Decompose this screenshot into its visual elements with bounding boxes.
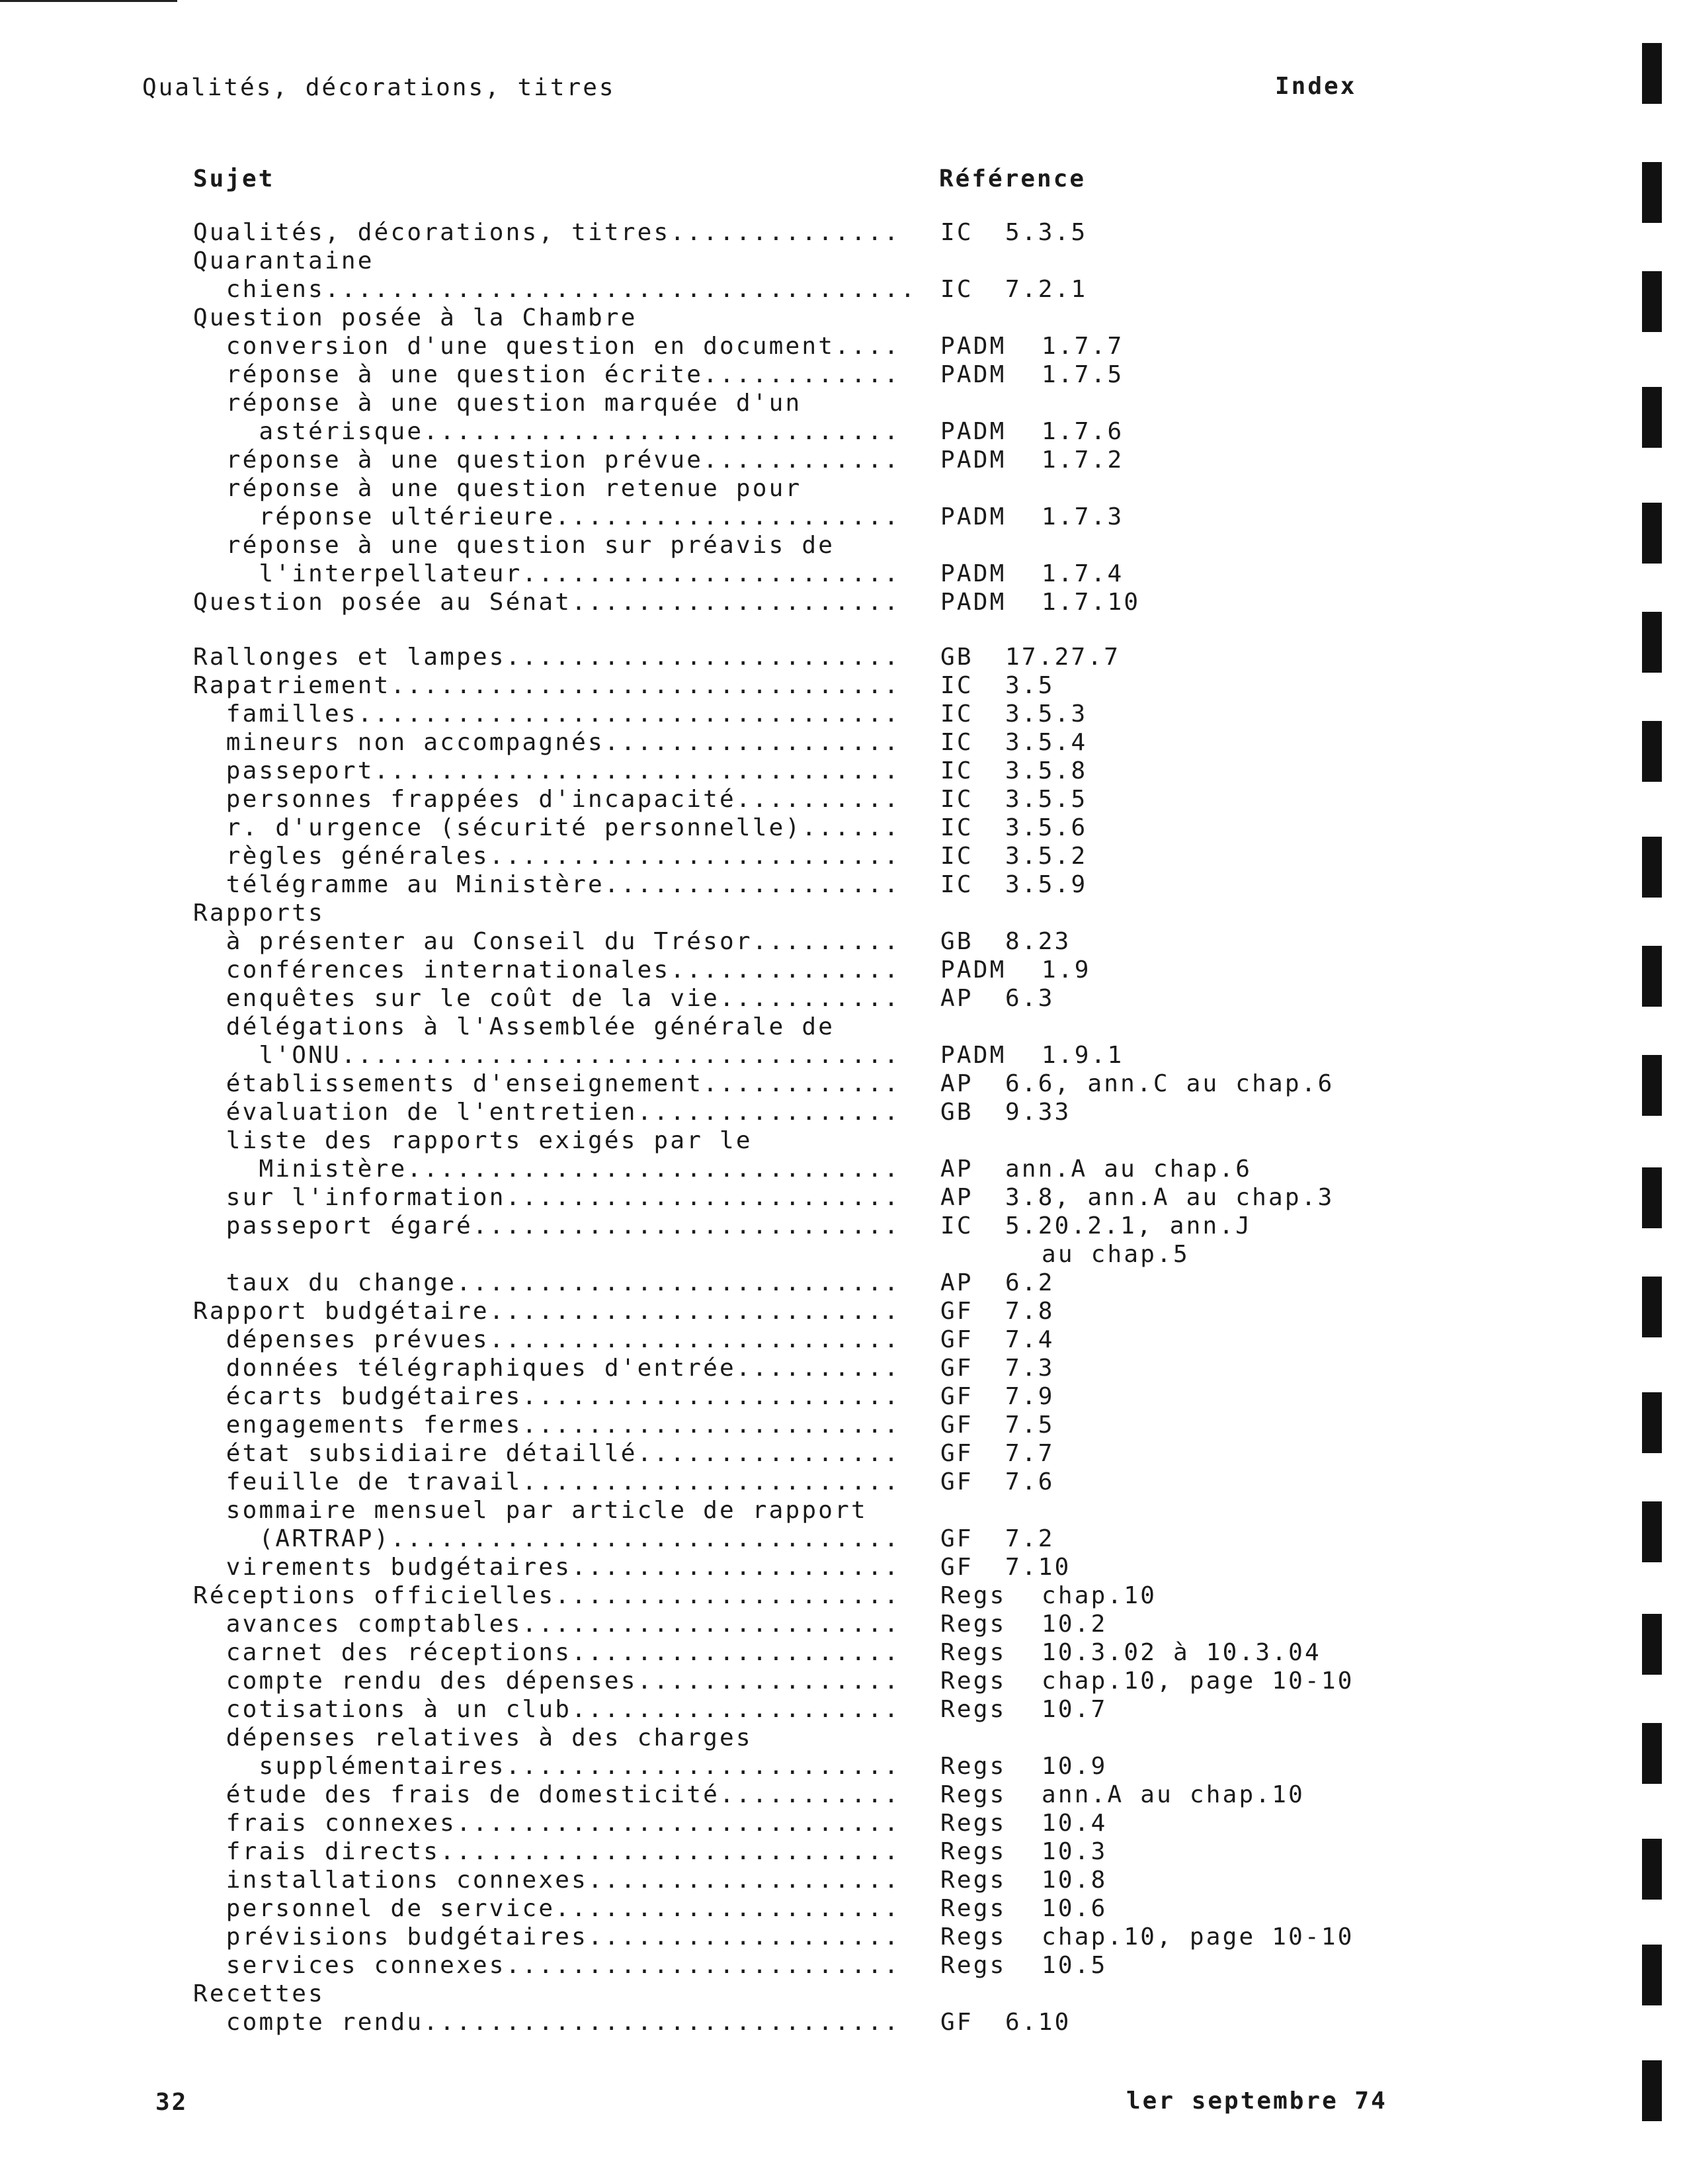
entry-reference: 3.5: [1005, 672, 1055, 699]
entry-reference: au chap.5: [1042, 1241, 1190, 1268]
entry-reference: 10.8: [1042, 1867, 1108, 1894]
entry-reference: 7.7: [1005, 1440, 1055, 1467]
index-row: [0, 218, 1685, 247]
entry-subject: dépenses prévues.........................: [193, 1326, 901, 1353]
index-row: [0, 1325, 1685, 1354]
index-row: [0, 360, 1685, 389]
index-row: [0, 1240, 1685, 1269]
entry-reference: chap.10, page 10-10: [1042, 1667, 1354, 1695]
entry-subject: avances comptables.......................: [193, 1611, 901, 1638]
entry-reference: 1.7.3: [1042, 503, 1124, 530]
entry-source-code: GF: [940, 1468, 973, 1495]
entry-subject: taux du change...........................: [193, 1269, 901, 1296]
index-row: [0, 2008, 1685, 2037]
index-row: [0, 446, 1685, 474]
entry-subject: sur l'information........................: [193, 1184, 901, 1211]
entry-source-code: AP: [940, 1269, 973, 1296]
entry-source-code: IC: [940, 814, 973, 841]
index-row: [0, 332, 1685, 360]
entry-subject: r. d'urgence (sécurité personnelle)......: [193, 814, 901, 841]
punch-mark: [1642, 1501, 1662, 1562]
entry-subject: enquêtes sur le coût de la vie...........: [193, 985, 901, 1012]
index-row: [0, 757, 1685, 785]
punch-mark: [1642, 387, 1662, 448]
entry-reference: 7.4: [1005, 1326, 1055, 1353]
punch-mark: [1642, 1055, 1662, 1116]
entry-subject: Quarantaine: [193, 247, 374, 274]
punch-mark: [1642, 837, 1662, 898]
entry-source-code: PADM: [940, 446, 1007, 474]
entry-source-code: Regs: [940, 1895, 1007, 1922]
index-row: [0, 671, 1685, 700]
punch-mark: [1642, 1277, 1662, 1337]
index-row: [0, 785, 1685, 814]
index-row: [0, 1212, 1685, 1240]
entry-source-code: GF: [940, 1554, 973, 1581]
index-row: [0, 1837, 1685, 1866]
index-row: [0, 1894, 1685, 1923]
index-row: [0, 1695, 1685, 1724]
entry-subject: passeport................................: [193, 757, 901, 784]
entry-subject: Réceptions officielles.....................: [193, 1582, 901, 1609]
index-row: [0, 1610, 1685, 1638]
punch-mark: [1642, 1839, 1662, 1900]
entry-subject: passeport égaré..........................: [193, 1212, 901, 1239]
entry-reference: 3.5.8: [1005, 757, 1088, 784]
entry-subject: services connexes........................: [193, 1952, 901, 1979]
index-row: [0, 1098, 1685, 1126]
entry-subject: Rapports: [193, 900, 325, 927]
entry-subject: établissements d'enseignement............: [193, 1070, 901, 1097]
entry-subject: Question posée à la Chambre: [193, 304, 637, 331]
entry-reference: 1.9.1: [1042, 1042, 1124, 1069]
index-row: [0, 1496, 1685, 1525]
entry-subject: à présenter au Conseil du Trésor.........: [193, 928, 901, 955]
index-row: [0, 531, 1685, 560]
entry-subject: évaluation de l'entretien................: [193, 1099, 901, 1126]
entry-reference: 3.5.4: [1005, 729, 1088, 756]
index-row: [0, 1581, 1685, 1610]
entry-source-code: Regs: [940, 1867, 1007, 1894]
index-row: [0, 1155, 1685, 1183]
entry-source-code: PADM: [940, 560, 1007, 587]
entry-source-code: GF: [940, 1355, 973, 1382]
entry-subject: Ministère..............................: [193, 1155, 901, 1183]
entry-reference: 10.3: [1042, 1838, 1108, 1865]
entry-subject: Qualités, décorations, titres..............: [193, 219, 901, 246]
index-row: [0, 1951, 1685, 1980]
entry-reference: 10.5: [1042, 1952, 1108, 1979]
index-row: [0, 956, 1685, 984]
entry-subject: astérisque.............................: [193, 418, 901, 445]
entry-source-code: GF: [940, 1525, 973, 1552]
entry-source-code: Regs: [940, 1696, 1007, 1723]
entry-source-code: IC: [940, 219, 973, 246]
entry-reference: 7.9: [1005, 1383, 1055, 1410]
index-row: [0, 417, 1685, 446]
entry-reference: 7.10: [1005, 1554, 1071, 1581]
index-row: [0, 1439, 1685, 1468]
entry-reference: 6.3: [1005, 985, 1055, 1012]
entry-reference: 17.27.7: [1005, 644, 1121, 671]
index-row: [0, 1297, 1685, 1325]
entry-subject: virements budgétaires....................: [193, 1554, 901, 1581]
index-row: [0, 1667, 1685, 1695]
entry-reference: 1.7.10: [1042, 589, 1141, 616]
entry-reference: 3.5.6: [1005, 814, 1088, 841]
punch-mark: [1642, 1945, 1662, 2005]
entry-subject: réponse à une question écrite............: [193, 361, 901, 388]
entry-source-code: IC: [940, 276, 973, 303]
entry-source-code: IC: [940, 786, 973, 813]
entry-reference: 3.5.2: [1005, 843, 1088, 870]
column-header-subject: Sujet: [193, 165, 275, 192]
entry-reference: 6.6, ann.C au chap.6: [1005, 1070, 1335, 1097]
index-row: [0, 927, 1685, 956]
punch-mark: [1642, 1723, 1662, 1784]
entry-source-code: GF: [940, 1326, 973, 1353]
entry-subject: dépenses relatives à des charges: [193, 1724, 753, 1751]
entry-source-code: PADM: [940, 956, 1007, 984]
punch-mark: [1642, 1392, 1662, 1453]
entry-subject: délégations à l'Assemblée générale de: [193, 1013, 835, 1040]
index-row: [0, 1126, 1685, 1155]
index-row: [0, 1980, 1685, 2008]
entry-reference: 10.7: [1042, 1696, 1108, 1723]
entry-source-code: AP: [940, 1155, 973, 1183]
entry-reference: 10.4: [1042, 1810, 1108, 1837]
entry-reference: 5.20.2.1, ann.J: [1005, 1212, 1253, 1239]
entry-subject: Rapatriement...............................: [193, 672, 901, 699]
entry-subject: réponse à une question sur préavis de: [193, 532, 835, 559]
entry-source-code: Regs: [940, 1611, 1007, 1638]
entry-subject: réponse ultérieure.....................: [193, 503, 901, 530]
entry-subject: supplémentaires........................: [193, 1753, 901, 1780]
index-row: [0, 700, 1685, 728]
entry-reference: 1.7.6: [1042, 418, 1124, 445]
entry-source-code: Regs: [940, 1667, 1007, 1695]
punch-mark: [1642, 612, 1662, 673]
punch-mark: [1642, 503, 1662, 564]
entry-source-code: GF: [940, 1298, 973, 1325]
entry-source-code: AP: [940, 985, 973, 1012]
entry-source-code: GB: [940, 928, 973, 955]
index-row: [0, 275, 1685, 304]
entry-reference: ann.A au chap.10: [1042, 1781, 1305, 1808]
entry-subject: feuille de travail.......................: [193, 1468, 901, 1495]
entry-reference: 1.7.5: [1042, 361, 1124, 388]
entry-subject: liste des rapports exigés par le: [193, 1127, 753, 1154]
index-row: [0, 1269, 1685, 1297]
index-row: [0, 503, 1685, 531]
index-row: [0, 1553, 1685, 1581]
index-row: [0, 1382, 1685, 1411]
entry-subject: état subsidiaire détaillé................: [193, 1440, 901, 1467]
entry-subject: mineurs non accompagnés..................: [193, 729, 901, 756]
entry-source-code: Regs: [940, 1639, 1007, 1666]
entry-reference: 7.5: [1005, 1411, 1055, 1439]
entry-reference: 1.7.4: [1042, 560, 1124, 587]
entry-source-code: IC: [940, 871, 973, 898]
entry-source-code: GF: [940, 1383, 973, 1410]
entry-reference: 3.5.9: [1005, 871, 1088, 898]
index-row: [0, 1724, 1685, 1752]
entry-source-code: GB: [940, 644, 973, 671]
entry-source-code: PADM: [940, 361, 1007, 388]
entry-reference: 3.8, ann.A au chap.3: [1005, 1184, 1335, 1211]
entry-subject: Recettes: [193, 1980, 325, 2007]
punch-mark: [1642, 721, 1662, 782]
entry-source-code: PADM: [940, 333, 1007, 360]
entry-reference: 1.9: [1042, 956, 1091, 984]
entry-source-code: Regs: [940, 1923, 1007, 1951]
index-row: [0, 1923, 1685, 1951]
entry-source-code: Regs: [940, 1810, 1007, 1837]
entry-subject: familles.................................: [193, 700, 901, 728]
index-row: [0, 643, 1685, 671]
punch-mark: [1642, 162, 1662, 223]
entry-reference: 1.7.2: [1042, 446, 1124, 474]
entry-subject: conversion d'une question en document....: [193, 333, 901, 360]
entry-subject: frais directs............................: [193, 1838, 901, 1865]
entry-source-code: IC: [940, 843, 973, 870]
index-row: [0, 1809, 1685, 1837]
entry-subject: écarts budgétaires.......................: [193, 1383, 901, 1410]
entry-reference: chap.10, page 10-10: [1042, 1923, 1354, 1951]
entry-source-code: PADM: [940, 589, 1007, 616]
entry-reference: 7.3: [1005, 1355, 1055, 1382]
entry-source-code: Regs: [940, 1838, 1007, 1865]
punch-mark: [1642, 1614, 1662, 1675]
entry-subject: étude des frais de domesticité...........: [193, 1781, 901, 1808]
punch-mark: [1642, 946, 1662, 1007]
index-row: [0, 1041, 1685, 1070]
index-row: [0, 247, 1685, 275]
entry-subject: frais connexes...........................: [193, 1810, 901, 1837]
index-row: [0, 728, 1685, 757]
index-row: [0, 1183, 1685, 1212]
entry-subject: l'ONU..................................: [193, 1042, 901, 1069]
entry-subject: conférences internationales..............: [193, 956, 901, 984]
entry-reference: 6.2: [1005, 1269, 1055, 1296]
entry-subject: données télégraphiques d'entrée..........: [193, 1355, 901, 1382]
entry-reference: 10.2: [1042, 1611, 1108, 1638]
entry-source-code: GB: [940, 1099, 973, 1126]
punch-mark: [1642, 1167, 1662, 1228]
index-row: [0, 1525, 1685, 1553]
entry-source-code: IC: [940, 672, 973, 699]
entry-source-code: GF: [940, 1440, 973, 1467]
entry-reference: 3.5.3: [1005, 700, 1088, 728]
footer-date: ler septembre 74: [1126, 2087, 1387, 2115]
entry-subject: réponse à une question retenue pour: [193, 475, 802, 502]
entry-reference: 8.23: [1005, 928, 1071, 955]
entry-subject: chiens....................................: [193, 276, 917, 303]
page-number: 32: [155, 2089, 188, 2116]
entry-source-code: IC: [940, 700, 973, 728]
entry-source-code: Regs: [940, 1781, 1007, 1808]
index-row: [0, 389, 1685, 417]
index-row: [0, 814, 1685, 842]
index-row: [0, 616, 1685, 643]
entry-reference: 3.5.5: [1005, 786, 1088, 813]
entry-subject: carnet des réceptions....................: [193, 1639, 901, 1666]
entry-reference: ann.A au chap.6: [1005, 1155, 1253, 1183]
entry-subject: l'interpellateur.......................: [193, 560, 901, 587]
punch-mark: [1642, 271, 1662, 332]
entry-subject: sommaire mensuel par article de rapport: [193, 1497, 868, 1524]
index-row: [0, 1866, 1685, 1894]
entry-reference: 10.6: [1042, 1895, 1108, 1922]
entry-subject: télégramme au Ministère..................: [193, 871, 901, 898]
entry-reference: 10.9: [1042, 1753, 1108, 1780]
index-row: [0, 1070, 1685, 1098]
entry-reference: 5.3.5: [1005, 219, 1088, 246]
entry-source-code: GF: [940, 1411, 973, 1439]
entry-reference: 7.2.1: [1005, 276, 1088, 303]
entry-subject: prévisions budgétaires...................: [193, 1923, 901, 1951]
index-row: [0, 1013, 1685, 1041]
entry-subject: installations connexes...................: [193, 1867, 901, 1894]
entry-source-code: PADM: [940, 503, 1007, 530]
index-row: [0, 1781, 1685, 1809]
entry-subject: (ARTRAP)...............................: [193, 1525, 901, 1552]
entry-source-code: AP: [940, 1070, 973, 1097]
entry-subject: personnel de service.....................: [193, 1895, 901, 1922]
punch-mark: [1642, 2060, 1662, 2121]
index-row: [0, 588, 1685, 616]
index-row: [0, 474, 1685, 503]
entry-reference: 7.6: [1005, 1468, 1055, 1495]
entry-source-code: IC: [940, 729, 973, 756]
entry-subject: Rapport budgétaire.........................: [193, 1298, 901, 1325]
index-row: [0, 304, 1685, 332]
punch-mark: [1642, 43, 1662, 104]
entry-reference: 6.10: [1005, 2009, 1071, 2036]
entry-source-code: IC: [940, 757, 973, 784]
entry-subject: compte rendu.............................: [193, 2009, 901, 2036]
index-row: [0, 984, 1685, 1013]
index-row: [0, 560, 1685, 588]
entry-source-code: Regs: [940, 1582, 1007, 1609]
index-row: [0, 870, 1685, 899]
entry-subject: cotisations à un club....................: [193, 1696, 901, 1723]
index-row: [0, 1752, 1685, 1781]
entry-reference: 7.8: [1005, 1298, 1055, 1325]
entry-source-code: PADM: [940, 1042, 1007, 1069]
entry-source-code: GF: [940, 2009, 973, 2036]
index-row: [0, 1638, 1685, 1667]
entry-subject: engagements fermes.......................: [193, 1411, 901, 1439]
index-row: [0, 1468, 1685, 1496]
running-title: Qualités, décorations, titres: [142, 74, 616, 101]
entry-source-code: IC: [940, 1212, 973, 1239]
entry-subject: Rallonges et lampes........................: [193, 644, 901, 671]
index-row: [0, 899, 1685, 927]
entry-reference: chap.10: [1042, 1582, 1157, 1609]
entry-subject: personnes frappées d'incapacité..........: [193, 786, 901, 813]
column-header-reference: Référence: [939, 165, 1087, 192]
index-row: [0, 1411, 1685, 1439]
entry-subject: règles générales.........................: [193, 843, 901, 870]
entry-source-code: Regs: [940, 1952, 1007, 1979]
index-row: [0, 1354, 1685, 1382]
section-label: Index: [1275, 73, 1357, 100]
top-rule: [0, 0, 177, 2]
entry-reference: 7.2: [1005, 1525, 1055, 1552]
entry-reference: 10.3.02 à 10.3.04: [1042, 1639, 1321, 1666]
entry-source-code: AP: [940, 1184, 973, 1211]
entry-reference: 1.7.7: [1042, 333, 1124, 360]
entry-source-code: PADM: [940, 418, 1007, 445]
index-entries: [0, 218, 1685, 2037]
entry-source-code: Regs: [940, 1753, 1007, 1780]
entry-subject: compte rendu des dépenses................: [193, 1667, 901, 1695]
entry-subject: réponse à une question prévue............: [193, 446, 901, 474]
index-row: [0, 842, 1685, 870]
entry-reference: 9.33: [1005, 1099, 1071, 1126]
entry-subject: Question posée au Sénat....................: [193, 589, 901, 616]
entry-subject: réponse à une question marquée d'un: [193, 390, 802, 417]
